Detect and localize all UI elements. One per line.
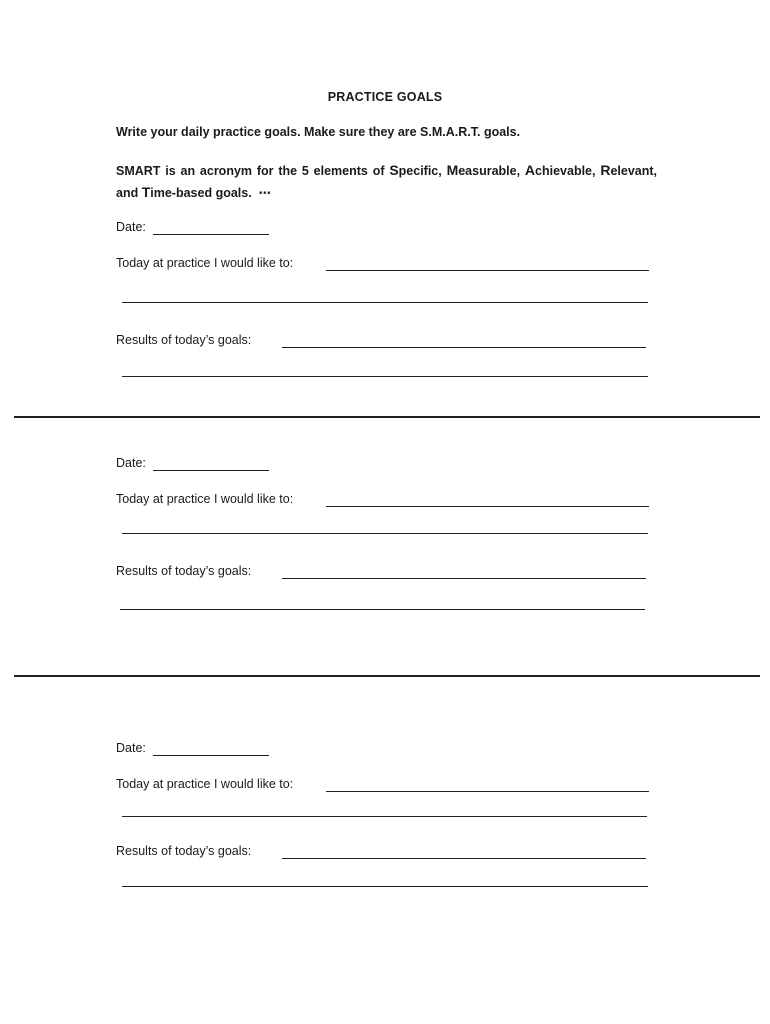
smart-description [116, 160, 657, 204]
date-label: Date: [116, 741, 146, 755]
practice-goal-label: Today at practice I would like to: [116, 256, 294, 270]
results-label: Results of today’s goals: [116, 564, 252, 578]
practice-goal-label: Today at practice I would like to: [116, 777, 294, 791]
section-divider [14, 416, 760, 418]
smart-word-specific: pecific, [398, 164, 447, 178]
smart-word-time-based: ime-based goals. [150, 186, 252, 200]
page-title: PRACTICE GOALS [327, 90, 443, 104]
intro-text: Write your daily practice goals. Make sure they are S.M.A.R.T. goals. [116, 125, 521, 139]
smart-letter-m: M [446, 162, 459, 178]
smart-word-achievable: chievable, [535, 164, 596, 178]
date-blank-line[interactable] [153, 470, 269, 471]
results-blank-line[interactable] [282, 578, 646, 579]
smart-word-measurable: easurable, [458, 164, 525, 178]
results-blank-line[interactable] [282, 858, 646, 859]
smart-text-lead: SMART is an acronym for the 5 elements of [116, 164, 390, 178]
results-label: Results of today’s goals: [116, 844, 252, 858]
practice-goal-blank-line[interactable] [326, 270, 649, 271]
practice-goal-label: Today at practice I would like to: [116, 492, 294, 506]
results-label: Results of today’s goals: [116, 333, 252, 347]
practice-goal-continuation-line[interactable] [122, 302, 648, 303]
date-label: Date: [116, 220, 146, 234]
smart-letter-t: T [141, 184, 151, 200]
smart-word-relevant: elevant, and [116, 164, 657, 200]
results-continuation-line[interactable] [122, 886, 648, 887]
date-blank-line[interactable] [153, 755, 269, 756]
date-label: Date: [116, 456, 146, 470]
smart-ellipsis: ⋯ [258, 186, 272, 200]
smart-letter-s: S [389, 162, 399, 178]
smart-letter-r: R [600, 162, 611, 178]
section-divider [14, 675, 760, 677]
results-continuation-line[interactable] [120, 609, 645, 610]
smart-letter-a: A [524, 162, 536, 178]
practice-goal-continuation-line[interactable] [122, 533, 648, 534]
results-continuation-line[interactable] [122, 376, 648, 377]
results-blank-line[interactable] [282, 347, 646, 348]
practice-goal-blank-line[interactable] [326, 791, 649, 792]
practice-goal-continuation-line[interactable] [122, 816, 647, 817]
practice-goal-blank-line[interactable] [326, 506, 649, 507]
date-blank-line[interactable] [153, 234, 269, 235]
